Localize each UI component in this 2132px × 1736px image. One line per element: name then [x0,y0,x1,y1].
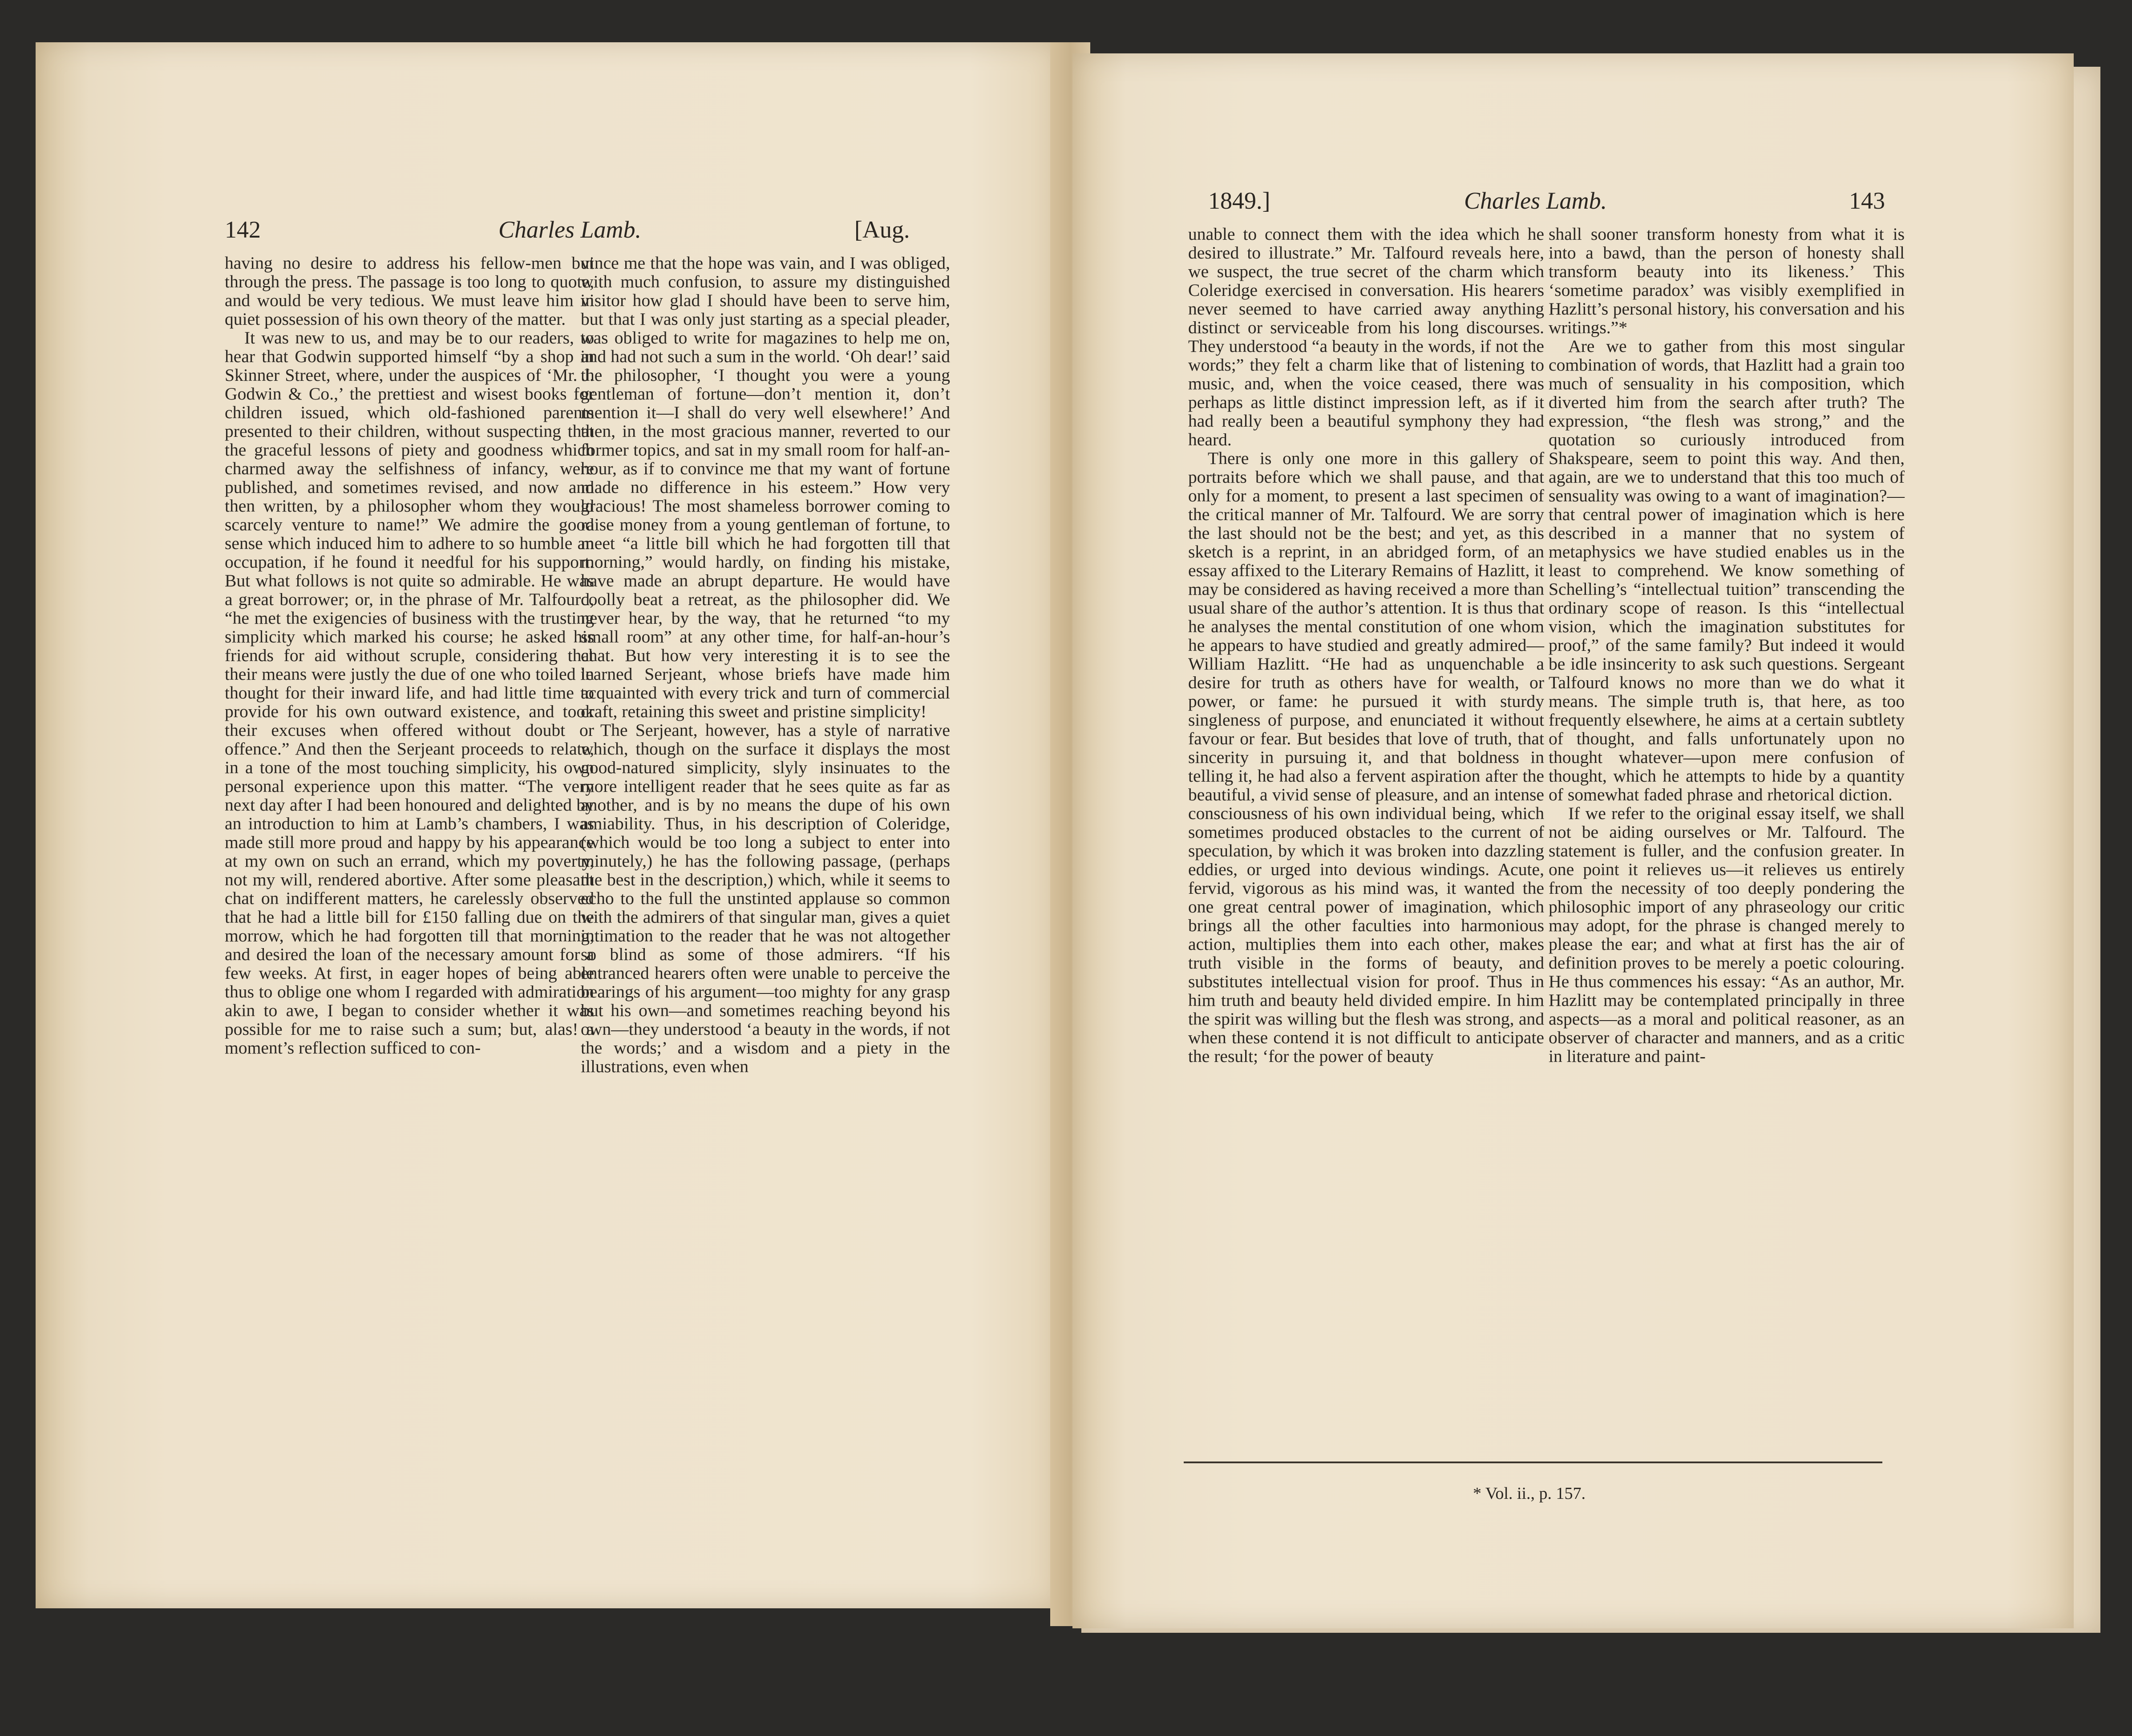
paragraph: shall sooner transform honesty from what it is into a bawd, than the person of honesty shall transform beauty into its likeness.’ This ‘sometime paradox’ was visibly exemplified in Hazlitt’s personal history, his conversation and his writings.”* [1549,224,1905,337]
footnote-rule [1184,1461,1882,1463]
paragraph: Are we to gather from this most singular combination of words, that Hazlitt had a grain too much of sensuality in his composition, which diverted him from the search after truth? The expression, “the flesh was strong,” and the quotation so curiously introduced from Shakspeare, seem to point this way. And then, again, are we to understand that this too much of sensuality was owing to a want of imagination?—that central power of imagination which is here described in a manner that no system of metaphysics we have studied enables us in the least to comprehend. We know something of Schelling’s “intellectual tuition” transcending the ordinary scope of reason. Is this “intellectual vision, which the imagination substitutes for proof,” of the same family? But indeed it would be idle insincerity to ask such questions. Sergeant Talfourd knows no more than we do what it means. The simple truth is, that here, as too frequently elsewhere, he aims at a certain subtlety of thought, and falls unfortunately upon no thought whatever—upon mere confusion of thought, which he attempts to hide by a quantity of somewhat faded phrase and rhetorical diction. [1549,336,1905,804]
page-number: 143 [1849,187,1885,214]
paragraph: The Serjeant, however, has a style of narrative which, though on the surface it displays the most good-natured simplicity, slyly insinuates to the more intelligent reader that he sees quite as far as another, and is by no means the dupe of his own amiability. Thus, in his description of Coleridge, (which would be too long a subject to enter into minutely,) he has the following passage, (perhaps the best in the description,) which, while it seems to echo to the full the unstinted applause so common with the admirers of that singular man, gives a quiet intimation to the reader that he was not altogether so blind as some of those admirers. “If his entranced hearers often were unable to perceive the bearings of his argument—too mighty for any grasp but his own—and sometimes reaching beyond his own—they understood ‘a beauty in the words, if not the words;’ and a wisdom and a piety in the illustrations, even when [581,720,950,1076]
left-page [36,42,1059,1608]
date-tag: [Aug. [854,216,910,243]
running-title: Charles Lamb. [498,216,642,243]
paragraph: It was new to us, and may be to our readers, to hear that Godwin supported himself “by a shop in Skinner Street, where, under the auspices of ‘Mr. J. Godwin & Co.,’ the prettiest and wisest books for children issued, which old-fashioned parents presented to their children, without suspecting that the graceful lessons of piety and goodness which charmed away the selfishness of infancy, were published, and sometimes revised, and now and then written, by a philosopher whom they would scarcely venture to name!” We admire the good sense which induced him to adhere to so humble an occupation, if he found it needful for his support. But what follows is not quite so admirable. He was a great borrower; or, in the phrase of Mr. Talfourd, “he met the exigencies of business with the trusting simplicity which marked his course; he asked his friends for aid without scruple, considering that their means were justly the due of one who toiled in thought for their inward life, and had little time to provide for his own outward existence, and took their excuses when offered without doubt or offence.” And then the Serjeant proceeds to relate, in a tone of the most touching simplicity, his own personal experience upon this matter. “The very next day after I had been honoured and delighted by an introduction to him at Lamb’s chambers, I was made still more proud and happy by his appearance at my own on such an errand, which my poverty, not my will, rendered abortive. After some pleasant chat on indifferent matters, he carelessly observed that he had a little bill for £150 falling due on the morrow, which he had forgotten till that morning, and desired the loan of the necessary amount for a few weeks. At first, in eager hopes of being able thus to oblige one whom I regarded with admiration akin to awe, I began to consider whether it was possible for me to raise such a sum; but, alas! a moment’s reflection sufficed to con- [225,328,594,1058]
right-running-head [1072,187,2074,218]
date-tag: 1849.] [1208,187,1270,214]
running-title: Charles Lamb. [1464,187,1607,214]
page-number: 142 [225,216,261,243]
right-column-2 [1549,225,1905,1066]
footnote: * Vol. ii., p. 157. [1473,1484,1586,1503]
paragraph: vince me that the hope was vain, and I was obliged, with much confusion, to assure my distinguished visitor how glad I should have been to serve him, but that I was only just starting as a special pleader, was obliged to write for magazines to help me on, and had not such a sum in the world. ‘Oh dear!’ said the philosopher, ‘I thought you were a young gentleman of fortune—don’t mention it, don’t mention it—I shall do very well elsewhere!’ And then, in the most gracious manner, reverted to our former topics, and sat in my small room for half-an-hour, as if to convince me that my want of fortune made no difference in his esteem.” How very gracious! The most shameless borrower coming to raise money from a young gentleman of fortune, to meet “a little bill which he had forgotten till that morning,” would hardly, on finding his mistake, have made an abrupt departure. He would have coolly beat a retreat, as the philosopher did. We never hear, by the way, that he returned “to my small room” at any other time, for half-an-hour’s chat. But how very interesting it is to see the learned Serjeant, whose briefs have made him acquainted with every trick and turn of commercial craft, retaining this sweet and pristine simplicity! [581,253,950,721]
paragraph: having no desire to address his fellow-men but through the press. The passage is too long to quote, and would be very tedious. We must leave him in quiet possession of his own theory of the matter. [225,253,594,329]
left-running-head [36,216,1059,247]
right-page [1072,53,2074,1628]
right-column-1 [1188,225,1544,1066]
paragraph: unable to connect them with the idea which he desired to illustrate.” Mr. Talfourd reveals here, we suspect, the true secret of the charm which Coleridge exercised in conversation. His hearers never seemed to have carried away anything distinct or serviceable from his long discourses. They understood “a beauty in the words, if not the words;” they felt a charm like that of listening to music, and, when the voice ceased, there was perhaps as little distinct impression left, as if it had really been a beautiful symphony they had heard. [1188,224,1544,449]
left-column-1 [225,254,594,1057]
paragraph: There is only one more in this gallery of portraits before which we shall pause, and that only for a moment, to present a last specimen of the critical manner of Mr. Talfourd. We are sorry the last should not be the best; and yet, as this sketch is a reprint, in an abridged form, of an essay affixed to the Literary Remains of Hazlitt, it may be considered as having received a more than usual share of the author’s attention. It is thus that he analyses the mental constitution of one whom he appears to have studied and greatly admired—William Hazlitt. “He had as unquenchable a desire for truth as others have for wealth, or power, or fame: he pursued it with sturdy singleness of purpose, and enunciated it without favour or fear. But besides that love of truth, that sincerity in pursuing it, and that boldness in telling it, he had also a fervent aspiration after the beautiful, a vivid sense of pleasure, and an intense consciousness of his own individual being, which sometimes produced obstacles to the current of speculation, by which it was broken into dazzling eddies, or urged into devious windings. Acute, fervid, vigorous as his mind was, it wanted the one great central power of imagination, which brings all the other faculties into harmonious action, multiplies them into each other, makes truth visible in the forms of beauty, and substitutes intellectual vision for proof. Thus in him truth and beauty held divided empire. In him the spirit was willing but the flesh was strong, and when these contend it is not difficult to anticipate the result; ‘for the power of beauty [1188,448,1544,1066]
paragraph: If we refer to the original essay itself, we shall not be aiding ourselves or Mr. Talfourd. The statement is fuller, and the confusion greater. In one point it relieves us—it relieves us entirely from the necessity of too deeply pondering the philosophic import of any phraseology our critic may adopt, for the phrase is changed merely to please the ear; and what at first has the air of definition proves to be merely a poetic colouring. He thus commences his essay: “As an author, Mr. Hazlitt may be contemplated principally in three aspects—as a moral and political reasoner, as an observer of character and manners, and as a critic in literature and paint- [1549,803,1905,1066]
left-column-2 [581,254,950,1076]
